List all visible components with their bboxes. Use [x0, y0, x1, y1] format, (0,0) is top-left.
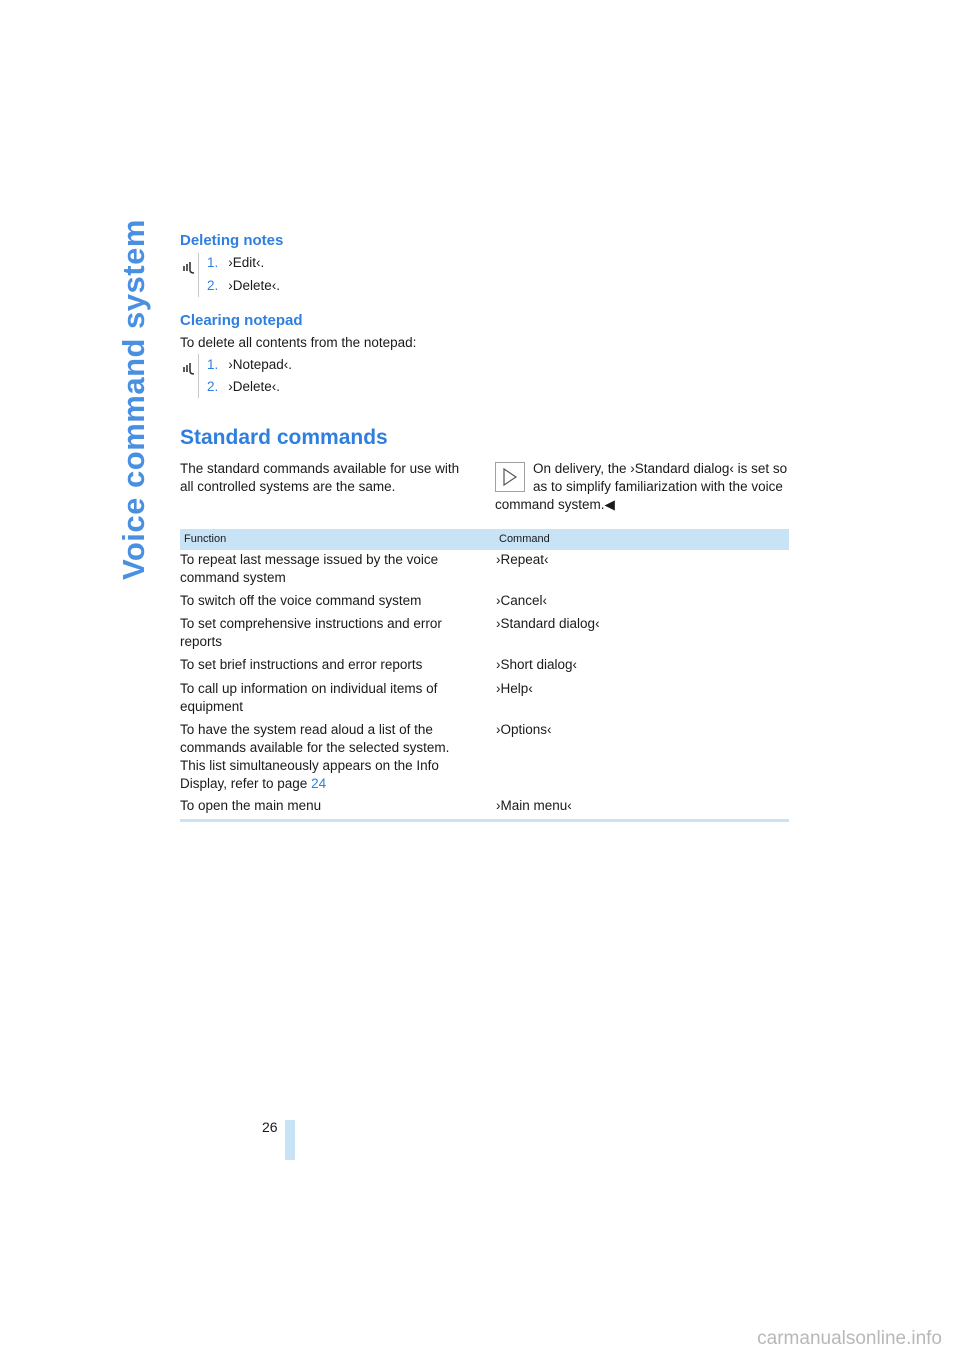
standard-commands-table: Function Command To repeat last message issued by the voice command system ›Repeat‹ To switch off the voice command system ›Cancel‹ To set comprehensive instructions and error reports ›Standard dialog‹ To set brief instructions and error reports ›Short dialog‹ To call up information on individual items of equipment ›Help‹ To have the system read aloud a list of the commands available for the selected system. This list simultaneously appears on the Info Display, refer to page 24 ›Options‹ To open the main menu ›Main menu‹	[180, 529, 789, 550]
clearing-notepad-heading: Clearing notepad	[180, 312, 303, 329]
step-item: 2. ›Delete‹.	[207, 379, 281, 394]
table-bottom-rule	[180, 819, 789, 822]
deleting-notes-steps	[180, 253, 380, 297]
standard-commands-heading: Standard commands	[180, 426, 388, 449]
play-triangle-icon	[495, 462, 525, 492]
clearing-notepad-steps	[180, 354, 380, 398]
step-item: 1. ›Notepad‹.	[207, 357, 293, 372]
side-section-title: Voice command system	[116, 219, 151, 581]
voice-command-icon	[180, 253, 199, 297]
page-link[interactable]: 24	[311, 776, 327, 791]
page-marker-bar	[285, 1120, 295, 1160]
step-item: 2. ›Delete‹.	[207, 278, 281, 293]
header-function: Function	[184, 533, 227, 545]
clearing-notepad-intro: To delete all contents from the notepad:	[180, 335, 417, 350]
note-box	[495, 460, 790, 514]
page-number: 26	[262, 1119, 278, 1135]
step-item: 1. ›Edit‹.	[207, 255, 265, 270]
deleting-notes-heading: Deleting notes	[180, 232, 284, 249]
voice-command-icon	[180, 354, 199, 398]
note-text: On delivery, the ›Standard dialog‹ is set so as to simplify familiarization with the voice command system.◀	[495, 461, 788, 512]
standard-commands-intro: The standard commands available for use with all controlled systems are the same.	[180, 461, 460, 494]
header-command: Command	[499, 533, 550, 545]
table-header	[180, 529, 789, 550]
watermark: carmanualsonline.info	[757, 1328, 942, 1349]
